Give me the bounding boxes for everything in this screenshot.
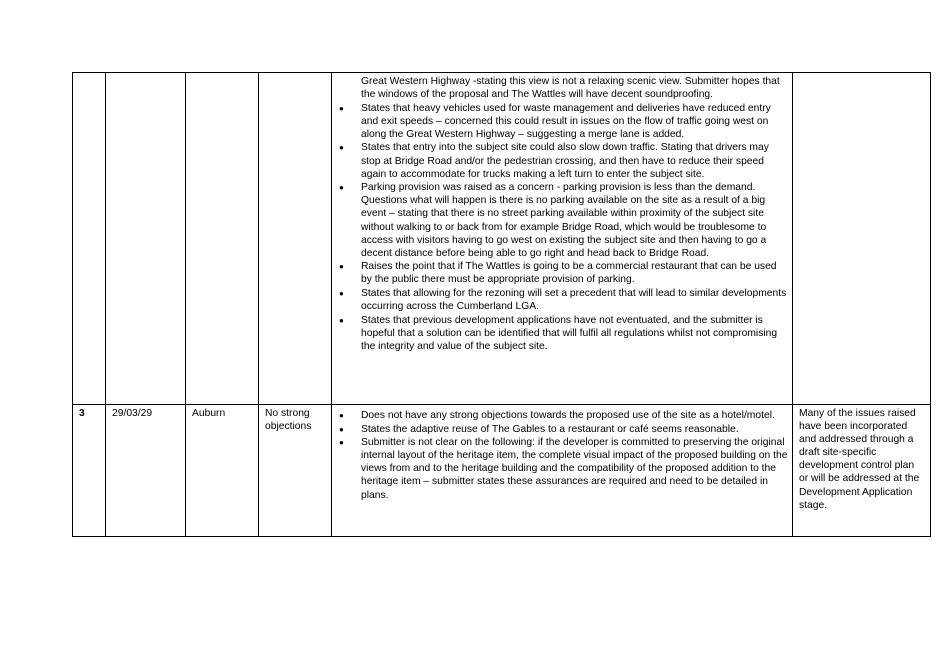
bullet-icon: ● — [339, 424, 344, 434]
summary-point: ● Parking provision was raised as a concern - parking provision is less than the demand. Questions what will happen is there is no parking available on the site as a result of a big event – stating that there is no street parking available within proximity of the subject site without walking to or back from for example Bridge Road, which would be troublesome to access with visitors having to go west on existing the subject site and then having to go a decent distance before being able to go right and head back to Bridge Road. — [339, 182, 767, 259]
table-row — [73, 73, 931, 405]
summary-point: ● States that allowing for the rezoning will set a precedent that will lead to similar developments occurring across the Cumberland LGA. — [339, 288, 787, 313]
submission-number — [73, 73, 106, 405]
submissions-table — [72, 72, 931, 537]
summary-point: ● Raises the point that if The Wattles is going to be a commercial restaurant that can be used by the public there must be appropriate provision of parking. — [339, 261, 777, 286]
council-response — [793, 73, 931, 405]
submitter-suburb — [186, 73, 259, 405]
summary-point: ● States that entry into the subject site could also slow down traffic. Stating that drivers may stop at Bridge Road and/or the pedestrian crossing, and then have to reduce their speed again to accommodate for trucks making a left turn to enter the subject site. — [339, 142, 769, 180]
submission-position: No strong objections — [259, 405, 332, 537]
bullet-icon: ● — [339, 438, 344, 448]
summary-point: ● Submitter is not clear on the following: if the developer is committed to preserving the original internal layout of the heritage item, the complete visual impact of the proposed building on the views from and to the heritage building and the compatibility of the proposed addition to the heritage item – submitter states these assurances are required and need to be detailed in plans. — [339, 437, 788, 501]
bullet-icon: ● — [339, 315, 344, 325]
summary-point: ● States that previous development applications have not eventuated, and the submitter is hopeful that a solution can be identified that will fulfil all regulations whilst not compromising the integrity and value of the subject site. — [339, 314, 778, 352]
table-row — [73, 405, 931, 537]
summary-continuation: Great Western Highway -stating this view is not a relaxing scenic view. Submitter hopes that the windows of the proposal and The Wattles will have decent soundproofing. — [361, 76, 780, 101]
bullet-icon: ● — [339, 183, 344, 193]
summary-point: ● States the adaptive reuse of The Gables to a restaurant or café seems reasonable. — [339, 423, 739, 435]
summary-point: ● States that heavy vehicles used for waste management and deliveries have reduced entry and exit speeds – concerned this could result in issues on the flow of traffic going west on along the Great Western Highway – suggesting a merge lane is added. — [339, 102, 771, 140]
bullet-icon: ● — [339, 411, 344, 420]
submission-summary — [332, 405, 793, 537]
submission-summary — [332, 73, 793, 405]
bullet-icon: ● — [339, 262, 344, 272]
submission-number: 3 — [73, 405, 106, 537]
submission-position — [259, 73, 332, 405]
bullet-icon: ● — [339, 289, 344, 298]
submission-date — [106, 73, 186, 405]
council-response: Many of the issues raised have been incorporated and addressed through a draft site-specific development control plan or will be addressed at the Development Application stage. — [793, 405, 931, 537]
bullet-icon: ● — [339, 103, 344, 113]
submission-date: 29/03/29 — [106, 405, 186, 537]
bullet-icon: ● — [339, 143, 344, 153]
summary-point: ● Does not have any strong objections towards the proposed use of the site as a hotel/motel. — [339, 410, 775, 421]
submitter-suburb: Auburn — [186, 405, 259, 537]
